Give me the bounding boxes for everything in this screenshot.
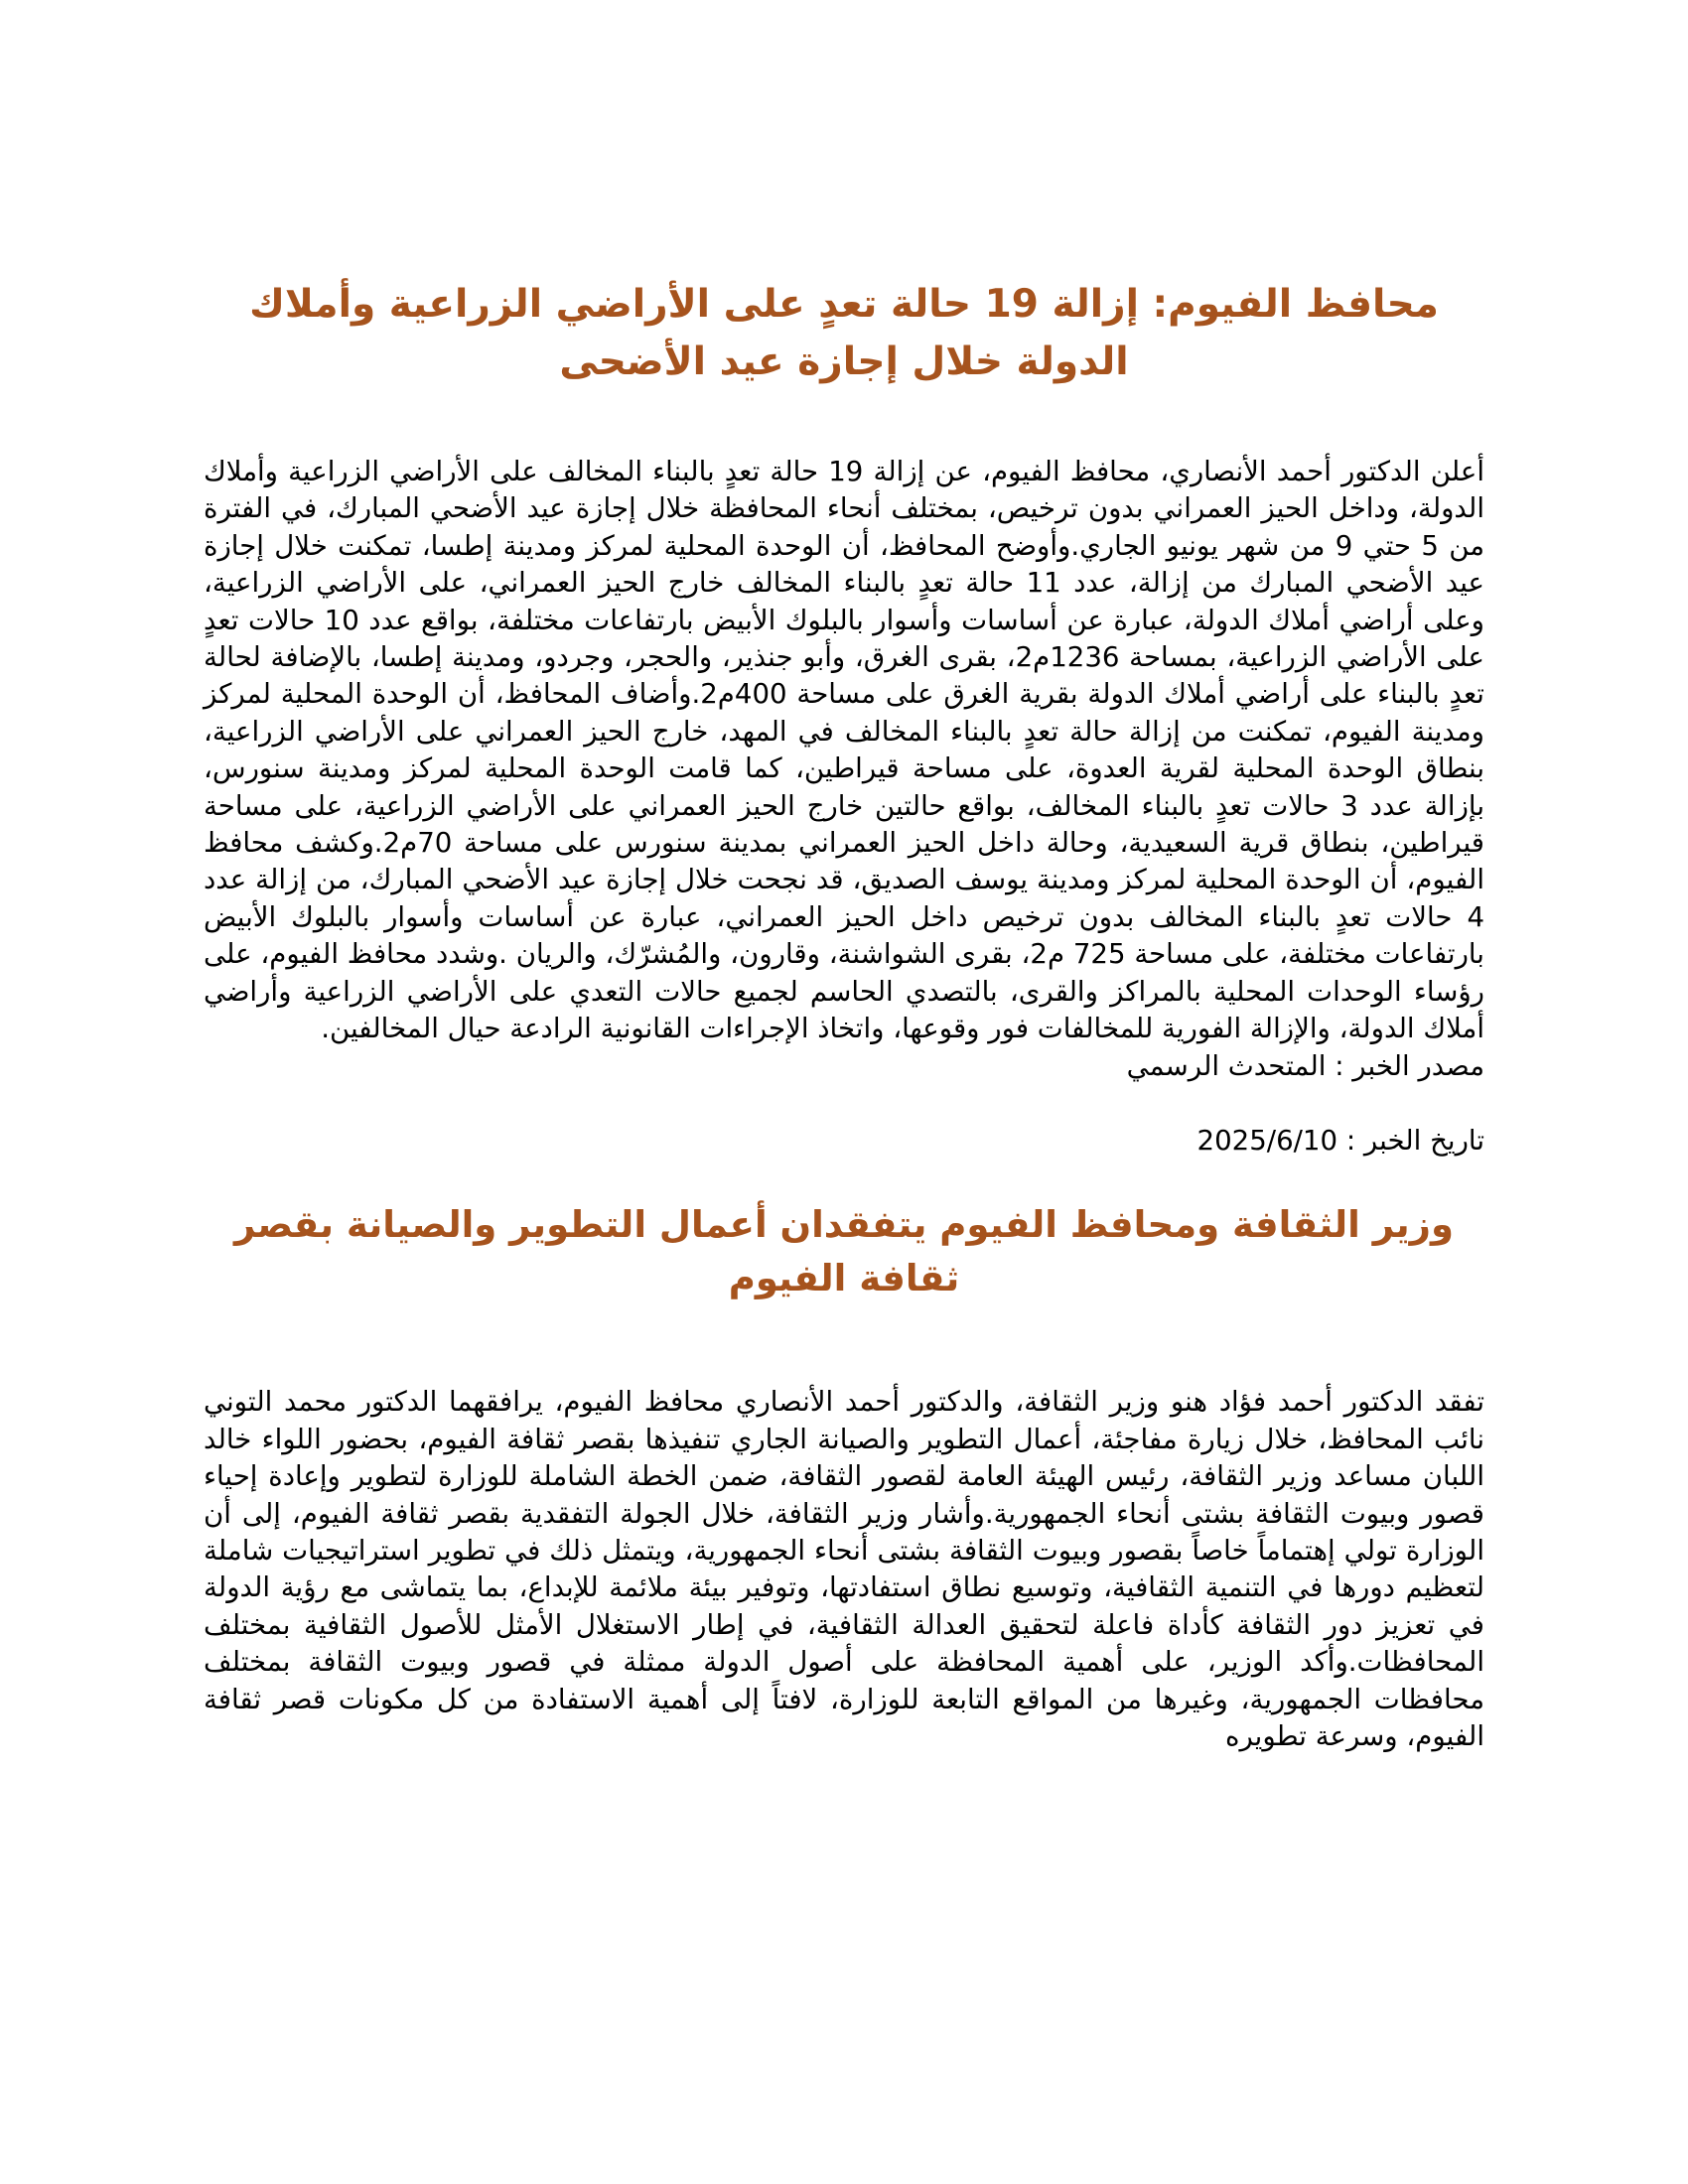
- article-1-headline: محافظ الفيوم: إزالة 19 حالة تعدٍ على الأراضي الزراعية وأملاك الدولة خلال إجازة عيد الأضحى: [249, 282, 1439, 384]
- article-1-body: أعلن الدكتور أحمد الأنصاري، محافظ الفيوم، عن إزالة 19 حالة تعدٍ بالبناء المخالف على الأراضي الزراعية وأملاك الدولة، وداخل الحيز العمراني بدون ترخيص، بمختلف أنحاء المحافظة خلال إجازة عيد الأضحي المبارك، في الفترة من 5 حتي 9 من شهر يونيو الجاري.وأوضح المحافظ، أن الوحدة المحلية لمركز ومدينة إطسا، تمكنت خلال إجازة عيد الأضحي المبارك من إزالة، عدد 11 حالة تعدٍ بالبناء المخالف خارج الحيز العمراني، على الأراضي الزراعية، وعلى أراضي أملاك الدولة، عبارة عن أساسات وأسوار بالبلوك الأبيض بارتفاعات مختلفة، بواقع عدد 10 حالات تعدٍ على الأراضي الزراعية، بمساحة 1236م2، بقرى الغرق، وأبو جنذير، والحجر، وجردو، ومدينة إطسا، بالإضافة لحالة تعدٍ بالبناء على أراضي أملاك الدولة بقرية الغرق على مساحة 400م2.وأضاف المحافظ، أن الوحدة المحلية لمركز ومدينة الفيوم، تمكنت من إزالة حالة تعدٍ بالبناء المخالف في المهد، خارج الحيز العمراني على الأراضي الزراعية، بنطاق الوحدة المحلية لقرية العدوة، على مساحة قيراطين، كما قامت الوحدة المحلية لمركز ومدينة سنورس، بإزالة عدد 3 حالات تعدٍ بالبناء المخالف، بواقع حالتين خارج الحيز العمراني على الأراضي الزراعية، على مساحة قيراطين، بنطاق قرية السعيدية، وحالة داخل الحيز العمراني بمدينة سنورس على مساحة 70م2.وكشف محافظ الفيوم، أن الوحدة المحلية لمركز ومدينة يوسف الصديق، قد نجحت خلال إجازة عيد الأضحي المبارك، من إزالة عدد 4 حالات تعدٍ بالبناء المخالف بدون ترخيص داخل الحيز العمراني، عبارة عن أساسات وأسوار بالبلوك الأبيض بارتفاعات مختلفة، على مساحة 725 م2، بقرى الشواشنة، وقارون، والمُشرّك، والريان .وشدد محافظ الفيوم، على رؤساء الوحدات المحلية بالمراكز والقرى، بالتصدي الحاسم لجميع حالات التعدي على الأراضي الزراعية وأراضي أملاك الدولة، والإزالة الفورية للمخالفات فور وقوعها، واتخاذ الإجراءات القانونية الرادعة حيال المخالفين.: [204, 455, 1485, 1045]
- article-2-headline: وزير الثقافة ومحافظ الفيوم يتفقدان أعمال التطوير والصيانة بقصر ثقافة الفيوم: [234, 1203, 1454, 1300]
- article-2-body: تفقد الدكتور أحمد فؤاد هنو وزير الثقافة، والدكتور أحمد الأنصاري محافظ الفيوم، يرافقهما الدكتور محمد التوني نائب المحافظ، خلال زيارة مفاجئة، أعمال التطوير والصيانة الجاري تنفيذها بقصر ثقافة الفيوم، بحضور اللواء خالد اللبان مساعد وزير الثقافة، رئيس الهيئة العامة لقصور الثقافة، ضمن الخطة الشاملة للوزارة لتطوير وإعادة إحياء قصور وبيوت الثقافة بشتى أنحاء الجمهورية.وأشار وزير الثقافة، خلال الجولة التفقدية بقصر ثقافة الفيوم، إلى أن الوزارة تولي إهتماماً خاصاً بقصور وبيوت الثقافة بشتى أنحاء الجمهورية، ويتمثل ذلك في تطوير استراتيجيات شاملة لتعظيم دورها في التنمية الثقافية، وتوسيع نطاق استفادتها، وتوفير بيئة ملائمة للإبداع، بما يتماشى مع رؤية الدولة في تعزيز دور الثقافة كأداة فاعلة لتحقيق العدالة الثقافية، في إطار الاستغلال الأمثل للأصول الثقافية بمختلف المحافظات.وأكد الوزير، على أهمية المحافظة على أصول الدولة ممثلة في قصور وبيوت الثقافة بمختلف محافظات الجمهورية، وغيرها من المواقع التابعة للوزارة، لافتاً إلى أهمية الاستفادة من كل مكونات قصر ثقافة الفيوم، وسرعة تطويره: [204, 1385, 1484, 1752]
- article-1-date: تاريخ الخبر : 2025/6/10: [1196, 1123, 1484, 1157]
- article-content: [204, 276, 1484, 1754]
- article-1-source: مصدر الخبر : المتحدث الرسمي: [1126, 1048, 1484, 1082]
